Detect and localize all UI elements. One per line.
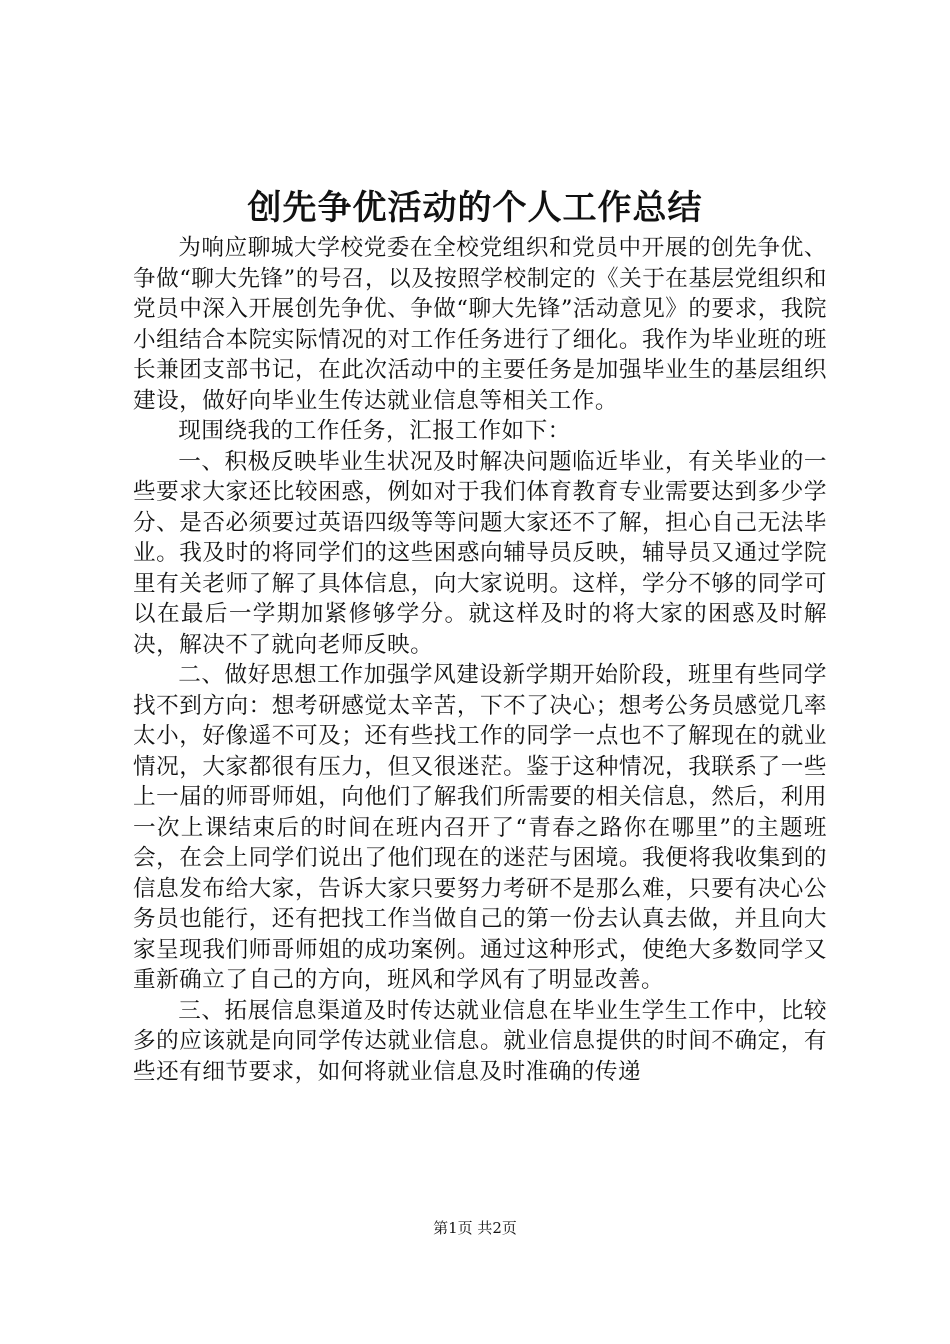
document-title: 创先争优活动的个人工作总结: [247, 188, 703, 228]
paragraph-section-3: 三、拓展信息渠道及时传达就业信息在毕业生学生工作中，比较多的应该就是向同学传达就业信息。就业信息提供的时间不确定，有些还有细节要求，如何将就业信息及时准确的传递: [133, 997, 827, 1085]
page-number-footer: 第1页 共2页: [433, 1219, 517, 1237]
paragraph-section-1: 一、积极反映毕业生状况及时解决问题临近毕业，有关毕业的一些要求大家还比较困惑，例如对于我们体育教育专业需要达到多少学分、是否必须要过英语四级等等问题大家还不了解，担心自己无法毕业。我及时的将同学们的这些困惑向辅导员反映，辅导员又通过学院里有关老师了解了具体信息，向大家说明。这样，学分不够的同学可以在最后一学期加紧修够学分。就这样及时的将大家的困惑及时解决，解决不了就向老师反映。: [133, 448, 827, 658]
paragraph-section-2: 二、做好思想工作加强学风建设新学期开始阶段，班里有些同学找不到方向：想考研感觉太辛苦，下不了决心；想考公务员感觉几率太小，好像遥不可及；还有些找工作的同学一点也不了解现在的就业情况，大家都很有压力，但又很迷茫。鉴于这种情况，我联系了一些上一届的师哥师姐，向他们了解我们所需要的相关信息，然后，利用一次上课结束后的时间在班内召开了“青春之路你在哪里”的主题班会，在会上同学们说出了他们现在的迷茫与困境。我便将我收集到的信息发布给大家，告诉大家只要努力考研不是那么难，只要有决心公务员也能行，还有把找工作当做自己的第一份去认真去做，并且向大家呈现我们师哥师姐的成功案例。通过这种形式，使绝大多数同学又重新确立了自己的方向，班风和学风有了明显改善。: [133, 662, 827, 993]
paragraph-overview: 现围绕我的工作任务，汇报工作如下：: [178, 418, 571, 444]
paragraph-intro: 为响应聊城大学校党委在全校党组织和党员中开展的创先争优、争做“聊大先锋”的号召，以及按照学校制定的《关于在基层党组织和党员中深入开展创先争优、争做“聊大先锋”活动意见》的要求，我院小组结合本院实际情况的对工作任务进行了细化。我作为毕业班的班长兼团支部书记，在此次活动中的主要任务是加强毕业生的基层组织建设，做好向毕业生传达就业信息等相关工作。: [133, 235, 827, 414]
document-body: [133, 233, 827, 1087]
